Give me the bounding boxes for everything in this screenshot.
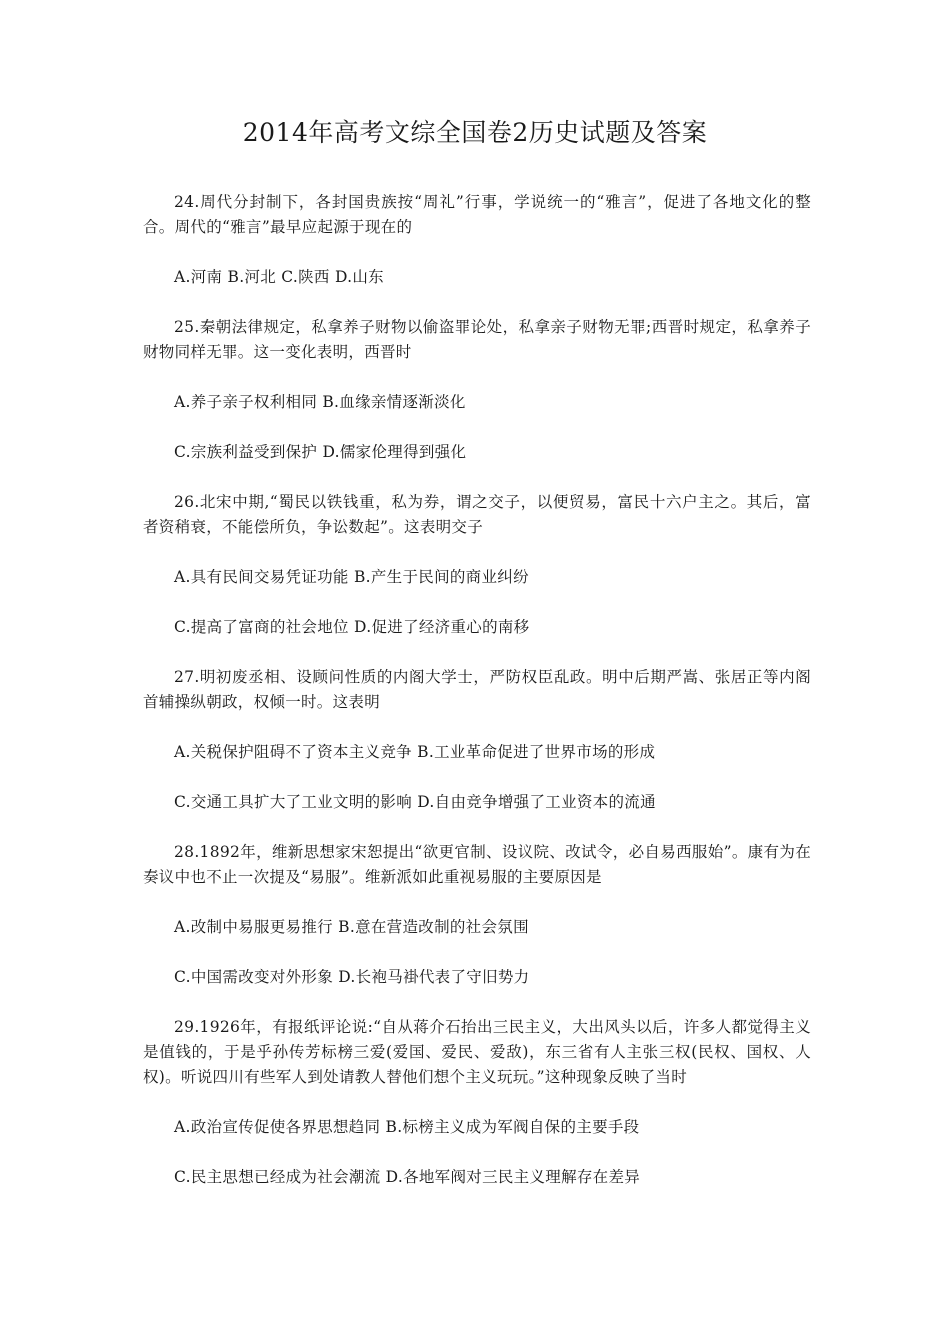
question-25-options-ab: A.养子亲子权利相同 B.血缘亲情逐渐淡化 (174, 393, 466, 411)
question-28-options-ab: A.改制中易服更易推行 B.意在营造改制的社会氛围 (174, 918, 529, 936)
question-28: 28.1892年，维新思想家宋恕提出“欲更官制、设议院、改试令，必自易西服始”。康有为在奏议中也不止一次提及“易服”。维新派如此重视易服的主要原因是 (143, 843, 811, 886)
question-27: 27.明初废丞相、设顾问性质的内阁大学士，严防权臣乱政。明中后期严嵩、张居正等内阁首辅操纵朝政，权倾一时。这表明 (143, 668, 811, 711)
question-24: 24.周代分封制下，各封国贵族按“周礼”行事，学说统一的“雅言”，促进了各地文化的整合。周代的“雅言”最早应起源于现在的 (143, 193, 811, 236)
question-26-options-ab: A.具有民间交易凭证功能 B.产生于民间的商业纠纷 (174, 568, 529, 586)
question-25: 25.秦朝法律规定，私拿养子财物以偷盗罪论处，私拿亲子财物无罪;西晋时规定，私拿养子财物同样无罪。这一变化表明，西晋时 (143, 318, 811, 361)
document-title: 2014年高考文综全国卷2历史试题及答案 (242, 118, 708, 147)
question-29-options-ab: A.政治宣传促使各界思想趋同 B.标榜主义成为军阀自保的主要手段 (174, 1118, 640, 1136)
document-body (143, 190, 811, 1215)
question-27-options-ab: A.关税保护阻碍不了资本主义竞争 B.工业革命促进了世界市场的形成 (174, 743, 656, 761)
question-24-options: A.河南 B.河北 C.陕西 D.山东 (174, 268, 384, 286)
question-29: 29.1926年，有报纸评论说:“自从蒋介石抬出三民主义，大出风头以后，许多人都觉得主义是值钱的，于是乎孙传芳标榜三爱(爱国、爱民、爱敌)，东三省有人主张三权(民权、国权、人权)。听说四川有些军人到处请教人替他们想个主义玩玩。”这种现象反映了当时 (143, 1018, 811, 1086)
question-25-options-cd: C.宗族利益受到保护 D.儒家伦理得到强化 (174, 443, 467, 461)
question-29-options-cd: C.民主思想已经成为社会潮流 D.各地军阀对三民主义理解存在差异 (174, 1168, 641, 1186)
question-26-options-cd: C.提高了富商的社会地位 D.促进了经济重心的南移 (174, 618, 530, 636)
question-26: 26.北宋中期,“蜀民以铁钱重，私为券，谓之交子，以便贸易，富民十六户主之。其后，富者资稍衰，不能偿所负，争讼数起”。这表明交子 (143, 493, 811, 536)
question-28-options-cd: C.中国需改变对外形象 D.长袍马褂代表了守旧势力 (174, 968, 530, 986)
question-27-options-cd: C.交通工具扩大了工业文明的影响 D.自由竞争增强了工业资本的流通 (174, 793, 656, 811)
